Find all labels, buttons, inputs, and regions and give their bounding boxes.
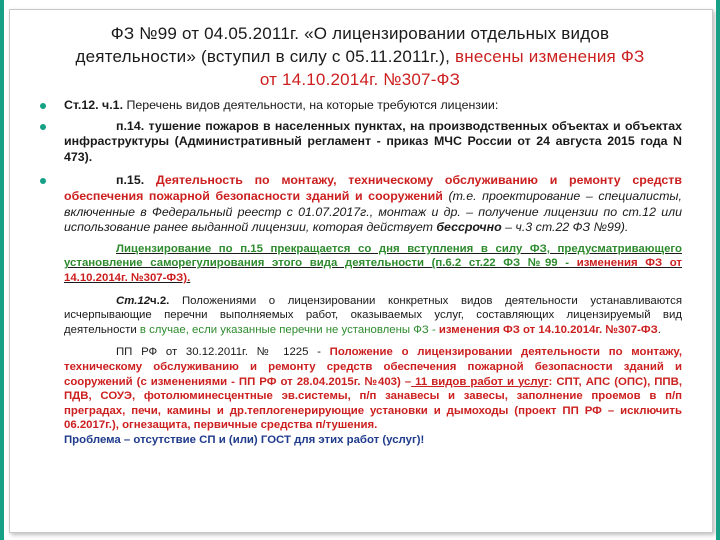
title-line-2-red: внесены изменения ФЗ (450, 47, 645, 66)
para3-decree: ПП РФ от 30.12.2011г. № 1225 - (116, 346, 321, 359)
paragraph-licensing-termination (64, 242, 682, 286)
para2-article: Ст.12 (116, 294, 151, 307)
para2-part: ч.2. (150, 294, 170, 307)
para3-underlined: 11 видов работ и услуг (411, 375, 549, 388)
paragraph-government-decree (64, 345, 682, 447)
para3-list: : СПТ, АПС (ОПС), ППВ, ПДВ, СОУЭ, фотолюминесцентные эв.системы, п/п занавесы и завесы, заполнение проемов в п/п преградах, печи, камины и др.теплогенерирующие установки и дымоходы (проект ПП РФ – исключить 06.2017г.), огнезащита, первичные средства п/тушения. (64, 375, 682, 432)
bullet-3-italic-text: (т.е. проектирование – специалисты, включенные в Федеральный реестр с 01.07.2017г., монтаж и др. – получение лицензии по ст.12 или использование ранее выданной лицензии, которая действует (64, 188, 682, 235)
para2-end: . (657, 323, 661, 336)
bullet-item-2 (40, 119, 682, 166)
bullet-dot-icon (40, 103, 46, 109)
bullet-3-point: п.15. (116, 173, 145, 188)
bullet-2-text: п.14. тушение пожаров в населенных пунктах, на производственных объектах и объектах инфраструктуры (Административный регламент - приказ МЧС России от 24 августа 2015 года N 473). (64, 118, 682, 164)
bullet-1-text: Перечень видов деятельности, на которые требуются лицензии: (123, 98, 499, 112)
para3-red: Положение о лицензировании деятельности по монтажу, техническому обслуживанию и ремонту средств обеспечения пожарной безопасности зданий и сооружений (с изменениями - ПП РФ от 28.04.2015г. №403) – (64, 346, 682, 388)
slide-title (30, 22, 690, 91)
bullet-3-red-text: Деятельность по монтажу, техническому обслуживанию и ремонту средств обеспечения пожарной безопасности зданий и сооружений (64, 173, 682, 203)
bullet-3-italic-end: – ч.3 ст.22 ФЗ №99). (501, 220, 629, 235)
left-accent-bar (0, 0, 4, 540)
bullet-dot-icon (40, 178, 46, 184)
para1-red: изменения ФЗ от 14.10.2014г. №307-ФЗ). (64, 257, 682, 284)
right-accent-bar (716, 0, 720, 540)
para2-text: Положениями о лицензировании конкретных видов деятельности устанавливаются исчерпывающие перечни выполняемых работ, оказываемых услуг, составляющих лицензируемый вид деятельности (64, 294, 682, 336)
title-line-2 (30, 45, 690, 68)
para2-green: в случае, если указанные перечни не установлены ФЗ - (136, 323, 436, 336)
paragraph-article-12-part-2 (64, 294, 682, 338)
title-line-3: от 14.10.2014г. №307-ФЗ (259, 70, 461, 89)
bullet-item-1 (40, 98, 682, 114)
para2-red: изменения ФЗ от 14.10.2014г. №307-ФЗ (435, 323, 658, 336)
bullet-item-3 (40, 173, 682, 235)
title-line-2-black: деятельности» (вступил в силу с 05.11.2011г.), (75, 47, 451, 66)
bullet-3-bold-word: бессрочно (436, 220, 502, 235)
bullet-dot-icon (40, 124, 46, 130)
bullet-1-article: Ст.12. ч.1. (64, 98, 124, 112)
para3-problem: Проблема – отсутствие СП и (или) ГОСТ для этих работ (услуг)! (64, 433, 425, 446)
para1-green: Лицензирование по п.15 прекращается со дня вступления в силу ФЗ, предусматривающего установление саморегулирования этого вида деятельности (п.6.2 ст.22 ФЗ №99 - (64, 242, 682, 270)
title-line-1: ФЗ №99 от 04.05.2011г. «О лицензировании отдельных видов (110, 24, 610, 43)
slide-content (40, 98, 682, 447)
